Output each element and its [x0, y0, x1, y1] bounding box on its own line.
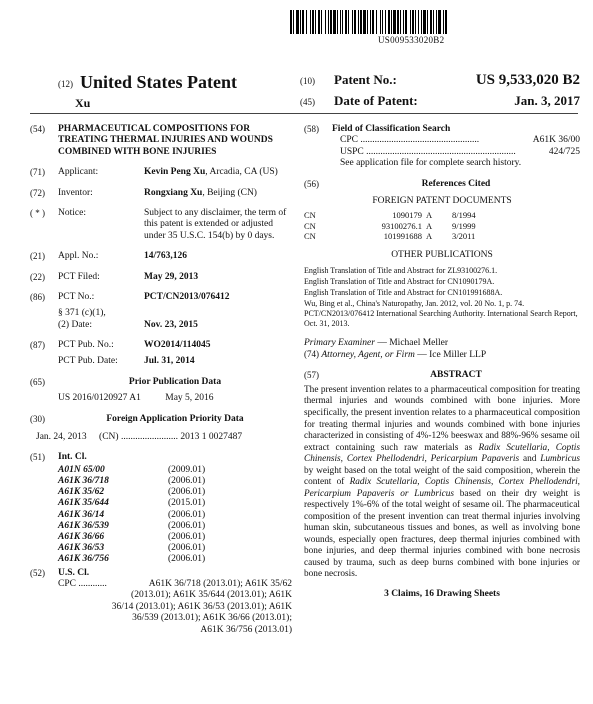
abstract-heading: ABSTRACT — [430, 369, 482, 380]
pct-no-label: PCT No.: — [58, 291, 95, 302]
us-cl-line-3: 36/14 (2013.01); A61K 36/53 (2013.01); A61K — [111, 601, 292, 612]
pct-filed-value: May 29, 2013 — [144, 271, 199, 282]
foreign-docs-table — [304, 210, 504, 241]
int-cl-row — [58, 521, 268, 532]
date-of-patent-label: Date of Patent: — [334, 93, 418, 108]
int-cl-version: (2006.01) — [168, 487, 206, 498]
barcode-gap — [447, 10, 448, 34]
other-pub-item: PCT/CN2013/076412 International Searching Authority. International Search Report, Oct. 31, 2013. — [304, 309, 578, 329]
int-cl-row — [58, 465, 268, 476]
field-code: (56) — [304, 178, 319, 189]
field-code: (86) — [30, 291, 45, 302]
int-cl-label: Int. Cl. — [58, 452, 87, 463]
date-of-patent: Jan. 3, 2017 — [514, 93, 580, 108]
right-column — [304, 124, 580, 600]
patent-id-block — [300, 72, 580, 109]
us-cl-label: U.S. Cl. — [58, 567, 90, 578]
inventor-name: Rongxiang Xu — [144, 187, 203, 198]
foreign-doc-kind: A — [426, 210, 433, 221]
appl-no-field — [30, 251, 292, 262]
foreign-doc-country: CN — [304, 230, 316, 241]
us-cl-line-5: A61K 36/756 (2013.01) — [200, 624, 292, 635]
foreign-doc-row — [304, 210, 504, 220]
foreign-docs-heading: FOREIGN PATENT DOCUMENTS — [372, 195, 512, 206]
int-cl-code: A61K 35/62 — [58, 487, 105, 498]
int-cl-code: A61K 36/718 — [58, 476, 109, 487]
field-code: (58) — [304, 124, 319, 134]
foreign-doc-row — [304, 221, 504, 231]
other-pub-item: Wu, Bing et al., China's Naturopathy, Jan. 2012, vol. 20 No. 1, p. 74. — [304, 298, 525, 308]
applicant-field — [30, 167, 292, 178]
prior-publication-heading: Prior Publication Data — [128, 376, 222, 387]
other-pub-item: English Translation of Title and Abstract for CN101991688A. — [304, 287, 503, 297]
pct-pub-date-label: PCT Pub. Date: — [58, 356, 118, 367]
primary-examiner-label: Primary Examiner — [304, 337, 375, 348]
other-pubs-list — [304, 266, 580, 329]
inventor-place: , Beijing (CN) — [202, 187, 257, 198]
inventor-surname: Xu — [75, 96, 91, 110]
field-code: (12) — [58, 79, 73, 90]
field-code: ( * ) — [30, 207, 45, 218]
foreign-doc-kind: A — [426, 230, 433, 241]
field-code: (21) — [30, 251, 45, 262]
notice-label: Notice: — [58, 207, 86, 218]
foreign-doc-date: 3/2011 — [452, 230, 476, 241]
patent-no-label: Patent No.: — [334, 72, 397, 87]
search-cpc-label: CPC — [340, 135, 358, 146]
pct-no-value: PCT/CN2013/076412 — [144, 291, 230, 302]
field-code: (22) — [30, 271, 45, 282]
int-cl-version: (2006.01) — [168, 532, 206, 543]
foreign-doc-number: 1090179 — [392, 210, 422, 221]
int-cl-code: A61K 36/539 — [58, 520, 109, 531]
int-cl-row — [58, 532, 268, 543]
inventor-field — [30, 188, 292, 199]
int-cl-row — [58, 476, 268, 487]
abstract-text: The present invention relates to a pharmaceutical composition for treating thermal injuries and wounds combined with bone injuries. More specifically, the present invention relates to a pharmaceutical composition for treating thermal injuries and wounds combined with bone injuries characterized in consisting of 4%-12% beeswax and 88%-96% sesame oil extract containing such raw materials as Radix Scutellaria, Coptis Chinensis, Cortex Phellodendri, Pericarpium Papaveris and Lumbricus by weight based on the total weight of the said composition, wherein the content of Radix Scutellaria, Coptis Chinensis, Cortex Phellodendri, Pericarpium Papaveris or Lumbricus based on their dry weight is respectively 1%-6% of the total weight of sesame oil. The pharmaceutical composition of the present invention can treat thermal injuries involving human skin, subcutaneous tissues and bones, as well as involving bone wounds, especially open fractures, deep thermal injuries combined with bone injuries, and deep thermal injuries combined with bone necrosis caused by trauma, such as deep burns combined with bone injuries or bone necrosis. — [304, 384, 581, 580]
foreign-doc-date: 8/1994 — [452, 210, 476, 221]
pct-filed-label: PCT Filed: — [58, 271, 100, 282]
foreign-priority-field — [30, 414, 292, 425]
int-cl-version: (2006.01) — [168, 520, 206, 531]
int-cl-row — [58, 510, 268, 521]
pct-filed-field — [30, 272, 292, 283]
applicant-label: Applicant: — [58, 167, 99, 178]
field-code: (74) — [304, 349, 319, 360]
other-pub-item: English Translation of Title and Abstract for CN1090179A. — [304, 277, 495, 287]
appl-no-value: 14/763,126 — [144, 251, 188, 262]
int-cl-row — [58, 543, 268, 554]
foreign-doc-kind: A — [426, 220, 433, 231]
field-code: (87) — [30, 340, 45, 351]
pct-pub-no-label: PCT Pub. No.: — [58, 340, 114, 351]
section-371-line: § 371 (c)(1), — [58, 308, 106, 319]
appl-no-label: Appl. No.: — [58, 251, 99, 262]
search-uspc-value: 424/725 — [548, 146, 580, 157]
foreign-priority-row — [36, 432, 292, 443]
cpc-dots: ............ — [78, 579, 107, 590]
header-divider — [30, 113, 578, 114]
invention-title: PHARMACEUTICAL COMPOSITIONS FOR TREATING THERMAL INJURIES AND WOUNDS COMBINED WITH BONE INJURIES — [58, 124, 273, 157]
field-code: (51) — [30, 452, 45, 463]
foreign-doc-country: CN — [304, 210, 316, 221]
field-code: (71) — [30, 167, 45, 178]
left-column — [30, 124, 292, 645]
field-code: (72) — [30, 187, 45, 198]
notice-field — [30, 208, 292, 242]
document-type-header — [58, 72, 237, 93]
int-cl-version: (2006.01) — [168, 509, 206, 520]
abstract-field — [304, 370, 580, 381]
references-heading: References Cited — [421, 178, 491, 189]
us-cl-line-2: (2013.01); A61K 35/644 (2013.01); A61K — [131, 590, 292, 601]
claims-summary: 3 Claims, 16 Drawing Sheets — [384, 588, 500, 599]
cpc-label: CPC — [58, 579, 76, 590]
primary-examiner-line — [304, 338, 580, 349]
inventor-label: Inventor: — [58, 187, 93, 198]
other-pub-item: English Translation of Title and Abstract for ZL93100276.1. — [304, 266, 498, 276]
notice-text: Subject to any disclaimer, the term of this patent is extended or adjusted under 35 U.S.C. 154(b) by 0 days. — [144, 207, 287, 241]
int-cl-row — [58, 487, 268, 498]
field-code: (52) — [30, 567, 45, 578]
pct-pub-field — [30, 340, 292, 368]
int-cl-table — [58, 465, 268, 566]
field-code: (54) — [30, 124, 45, 134]
barcode — [290, 10, 580, 34]
int-cl-code: A61K 36/14 — [58, 509, 105, 520]
int-cl-version: (2015.01) — [168, 498, 206, 509]
attorney-line — [304, 349, 580, 361]
pct-pub-no: WO2014/114045 — [144, 340, 211, 351]
int-cl-version: (2009.01) — [168, 464, 206, 475]
priority-number: 2013 1 0027487 — [180, 432, 243, 443]
prior-publication-date: May 5, 2016 — [165, 393, 214, 404]
section-371-date: Nov. 23, 2015 — [144, 319, 198, 330]
search-uspc-dots: ............................................................... — [366, 146, 516, 157]
foreign-doc-date: 9/1999 — [452, 220, 476, 231]
applicant-name: Kevin Peng Xu — [144, 167, 206, 178]
patent-number: US 9,533,020 B2 — [475, 72, 580, 88]
prior-publication-number: US 2016/0120927 A1 — [58, 393, 141, 404]
int-cl-field — [30, 452, 292, 565]
int-cl-code: A61K 35/644 — [58, 498, 109, 509]
int-cl-row — [58, 554, 268, 565]
field-code: (30) — [30, 413, 45, 424]
field-code: (65) — [30, 376, 45, 387]
int-cl-version: (2006.01) — [168, 476, 206, 487]
document-type: United States Patent — [80, 72, 237, 92]
int-cl-code: A61K 36/756 — [58, 554, 109, 565]
classification-search-heading: Field of Classification Search — [332, 124, 451, 134]
field-code: (45) — [300, 97, 315, 107]
foreign-doc-country: CN — [304, 220, 316, 231]
int-cl-code: A61K 36/53 — [58, 543, 105, 554]
priority-dots: ........................ — [120, 432, 178, 443]
pct-pub-date: Jul. 31, 2014 — [144, 356, 195, 367]
us-cl-field — [30, 568, 292, 636]
primary-examiner-name: — Michael Meller — [377, 337, 449, 348]
barcode-number: US009533020B2 — [378, 35, 445, 45]
int-cl-code: A01N 65/00 — [58, 464, 105, 475]
foreign-doc-row — [304, 231, 504, 241]
search-cpc-dots: .................................................. — [360, 135, 480, 146]
applicant-place: , Arcadia, CA (US) — [205, 167, 278, 178]
priority-date: Jan. 24, 2013 — [36, 432, 87, 443]
priority-country: (CN) — [99, 432, 119, 443]
attorney-label: Attorney, Agent, or Firm — [321, 350, 415, 361]
us-cl-line-4: 36/539 (2013.01); A61K 36/66 (2013.01); — [132, 613, 292, 624]
references-field — [304, 179, 580, 190]
title-field — [30, 124, 292, 158]
int-cl-code: A61K 36/66 — [58, 532, 105, 543]
foreign-doc-number: 101991688 — [383, 230, 422, 241]
foreign-doc-number: 93100276.1 — [381, 220, 422, 231]
field-code: (57) — [304, 369, 319, 380]
foreign-priority-heading: Foreign Application Priority Data — [106, 413, 244, 424]
search-cpc-value: A61K 36/00 — [532, 135, 580, 146]
classification-search-field — [304, 124, 580, 170]
field-code: (10) — [300, 76, 315, 86]
int-cl-version: (2006.01) — [168, 554, 206, 565]
attorney-name: — Ice Miller LLP — [417, 350, 487, 361]
search-uspc-label: USPC — [340, 146, 364, 157]
us-cl-line-1: A61K 36/718 (2013.01); A61K 35/62 — [148, 579, 292, 590]
int-cl-row — [58, 498, 268, 509]
pct-no-field — [30, 292, 292, 331]
other-pubs-heading: OTHER PUBLICATIONS — [391, 249, 493, 260]
prior-publication-field — [30, 377, 292, 405]
int-cl-version: (2006.01) — [168, 543, 206, 554]
section-371-date-label: (2) Date: — [58, 319, 93, 330]
search-note: See application file for complete search history. — [340, 158, 522, 169]
